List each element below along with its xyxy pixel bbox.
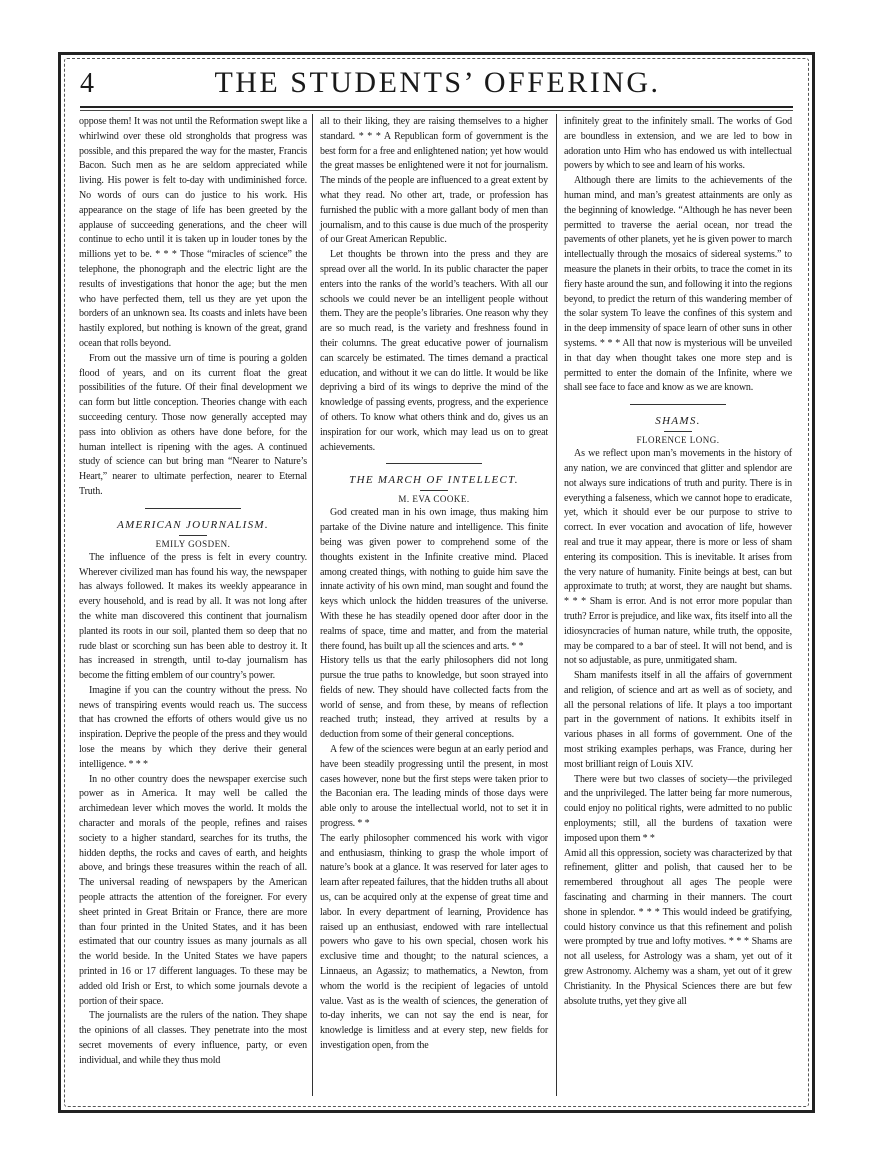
column-divider	[312, 114, 313, 1096]
article-paragraph: As we reflect upon man’s movements in the history of any nation, we are convinced that glitter and splendor are not always sure indications of truth and purity. There is in everything a falseness, which we cannot hope to eradicate, yet, which it should ever be our purpose to strive to correct. In ever vocation and avocation of life, however real and true it may appear, there is more or less of sham entering its composition. This is inevitable. It arises from the very nature of humanity. Finite beings at best, can but approximate to truth; at worst, they are naught but shams. * * * Sham is error. And is not error more popular than truth? Error is prejudice, and like wax, fits itself into all the idiosyncracies of human nature, while truth, the opposite, may be compared to a bar of steel. It will not bend, and is not so adjustable, as pure, unmitigated sham.	[564, 448, 792, 667]
masthead-rule	[80, 106, 793, 111]
author-byline: M. EVA COOKE.	[398, 494, 470, 505]
column-divider	[556, 114, 557, 1096]
article-title: SHAMS.	[655, 415, 701, 428]
article-paragraph: oppose them! It was not until the Reformation swept like a whirlwind over these old strongholds that progress was possible, and this prepared the way for the master, Francis Bacon. Such men as he are seldom appreciated while living. His power is felt to-day with undiminished force. No words of ours can do justice to his work. His appearance on the stage of life has been greeted by the applause of succeeding generations, and the cheer will continue to echo until it is taken up in louder tones by the millions yet to be. * * * Those “miracles of science” the telephone, the phonograph and the electric light are the results of investigations that honor the age; but the men who have perfected them, tell us they are yet upon the borders of an unknown sea. Its coasts and inlets have been hastily explored, but nothing is known of the great, grand ocean that rolls beyond.	[79, 116, 307, 349]
article-paragraph: From out the massive urn of time is pouring a golden flood of years, and on its current float the great possibilities of the future. Of their final development we can form but little conception. Theories change with each succeeding century. Those now generally accepted may pass into oblivion as others have done before, for the human intellect is ripening with the ages. A continued study of science can but bring man “Nearer to Nature’s Heart,” nearer to ultimate perfection, nearer to Eternal Truth.	[79, 352, 307, 497]
article-paragraph: Although there are limits to the achievements of the human mind, and man’s greatest attainments are only as the beginning of knowledge. “Although he has never been permitted to traverse the aerial ocean, nor tread the pavements of other planets, yet he is given power to march intellectually through the mosaics of sidereal systems.” to measure the planets in their orbits, to trace the comet in its fiery haste around the sun, and following it into the regions beyond, to predict the return of this wandering member of the solar system To leave the confines of this system and in the deep immensity of space learn of other suns in other systems. * * * All that now is mysterious will be unveiled in that day when thought takes one more step and is permitted to enter the domain of the Infinite, where we shall see face to face and know as we are known.	[564, 175, 792, 394]
article-paragraph: Imagine if you can the country without the press. No news of transpiring events would reach us. The success that has crowned the efforts of others would give us no inspiration. Deprive the people of the press and they would lose the means by which they derive their general intelligence. * * *	[79, 684, 307, 770]
article-title: THE MARCH OF INTELLECT.	[349, 474, 519, 487]
article-paragraph: In no other country does the newspaper exercise such power as in America. It may well be called the archimedean lever which moves the world. It molds the character and morals of the people, refines and raises society to a higher standard, searches for its truths, the hidden depths, the rocks and caves of earth, and heights above, and brings these treasures within the reach of all. The universal reading of newspapers by the American people attracts the attention of the foreigner. For every sheet printed in Great Britain or France, there are more than four printed in the United States, and it has been estimated that our country issues as many journals as all the world beside. In the United States we have papers printed in 16 or 17 different languages. To these may be added old Irish or Erst, to which some journals devote a portion of their space.	[79, 773, 307, 1007]
title-underline	[664, 431, 692, 432]
article-paragraph: There were but two classes of society—the privileged and the unprivileged. The latter being far more numerous, could enjoy no political rights, were admitted to no public enployments; still, all the burdens of taxation were imposed upon them * *	[564, 773, 792, 844]
column-1	[79, 115, 307, 1069]
article-paragraph: God created man in his own image, thus making him partake of the Divine nature and intelligence. This finite being was given power to comprehend some of the thoughts existent in the Infinite creative mind. Placed among created things, with nothing to guide him save the innate activity of his own mind, man sought and found the keys which unlock the hidden treasures of the universe. With these he has steadily opened door after door in the realms of space, time and matter, and from the material there found, has built up all the sciences and arts. * *	[320, 507, 548, 652]
section-divider-rule	[145, 508, 241, 509]
article-paragraph: infinitely great to the infinitely small. The works of God are boundless in extension, and we are led to bow in adoration unto Him who has endowed us with intellectual powers by which to see and learn of his works.	[564, 116, 792, 172]
article-paragraph: Sham manifests itself in all the affairs of government and religion, of science and art as well as of society, and all the personal relations of life. It plays a too important part in the government of nations. It exhibits itself in various phases in all forms of government. One of the most striking examples perhaps, was France, during her most brilliant reign of Louis XIV.	[564, 670, 792, 770]
column-2	[320, 115, 548, 1054]
article-paragraph: The journalists are the rulers of the nation. They shape the opinions of all classes. They penetrate into the most secret movements of every influence, party, or even individual, and while they thus mold	[79, 1010, 307, 1066]
title-underline	[179, 535, 207, 536]
article-title: AMERICAN JOURNALISM.	[117, 518, 269, 531]
article-paragraph: Amid all this oppression, society was characterized by that refinement, glitter and polish, that caused her to be remembered throughout all ages The people were fascinating and charming in their manners. The court shone in splendor. * * * This would indeed be gratifying, could history convince us that this refinement and polish were prompted by true and lofty motives. * * * Shams are not all useless, for Astrology was a sham, yet out of it grew Astronomy. Alchemy was a sham, yet out of it grew Christianity. In the Physical Sciences there are but few absolute truths, yet they give all	[564, 847, 792, 1007]
masthead-title: THE STUDENTS’ OFFERING.	[214, 66, 661, 99]
article-paragraph: The early philosopher commenced his work with vigor and enthusiasm, thinking to grasp the whole import of nature’s book at a glance. It was reserved for later ages to learn after repeated failures, that the hidden truths all about us, can be acquired only at the expense of great time and labor. In every department of learning, Providence has raised up an enthusiast, endowed with rare intellectual powers who gave to his own special, chosen work his exclusive time and thought; to the natural sciences, a Linnaeus, an Agassiz; to mathematics, a Newton, from whom the world is the recipient of legacies of untold value. Vast as is the wealth of sciences, the generation of to-day inherits, we can not say the end is near, for knowledge is limitless and at every step, new fields for investigation open, from the	[320, 832, 548, 1052]
page-number: 4	[80, 68, 95, 99]
section-divider-rule	[630, 404, 726, 405]
article-paragraph: all to their liking, they are raising themselves to a higher standard. * * * A Republican form of government is the best form for a free and enlightened nation; yet how would the great masses be enlightened were it not for journalism. The minds of the people are influenced to a great extent by what they read. No other art, trade, or profession has furnished the public with a more gallant body of men than journalism, and to this cause is due much of the prosperity of our Great American Republic.	[320, 116, 548, 246]
article-paragraph: The influence of the press is felt in every country. Wherever civilized man has found his way, the newspaper has always followed. It makes its weekly appearance in every household, and is read by all. It was not long after the white man discovered this continent that journalism planted its roots in our soil, planted them so deep that no rude blast or scorching sun has been able to destroy it. It has increased in strength, until to-day journalism has become the fitting emblem of our country’s power.	[79, 551, 307, 682]
article-paragraph: Let thoughts be thrown into the press and they are spread over all the world. In its public character the paper enters into the ranks of the world’s teachers. With all our schools we could never be an intelligent people without them. They are the people’s libraries. One reason why they are so much read, is the variety and freshness found in their columns. The great educative power of journalism can scarcely be estimated. The times demand a practical education, and without it we can do little. It would be like depriving a bird of its wings to deprive the mind of the knowledge of passing events, progress, and the experience of others. To know what others think and do, gives us an inspiration for our work, which may lead us on to great achievements.	[320, 249, 548, 453]
author-byline: FLORENCE LONG.	[636, 435, 720, 446]
column-3	[564, 115, 792, 1009]
section-divider-rule	[386, 463, 482, 464]
title-underline	[420, 490, 448, 491]
article-paragraph: A few of the sciences were begun at an early period and have been steadily progressing until the present, in most cases however, none but the first steps were taken prior to the Baconian era. The leading minds of those days were able only to arouse the intellectual world, not to set it in progress. * *	[320, 744, 548, 830]
article-paragraph: History tells us that the early philosophers did not long pursue the true paths to knowledge, but soon strayed into fields of new. They should have collected facts from the world of sense, and from these, by means of reflection reached truth; instead, they arrived at results by a deduction from some of their general conceptions.	[320, 655, 548, 741]
author-byline: EMILY GOSDEN.	[155, 538, 231, 549]
